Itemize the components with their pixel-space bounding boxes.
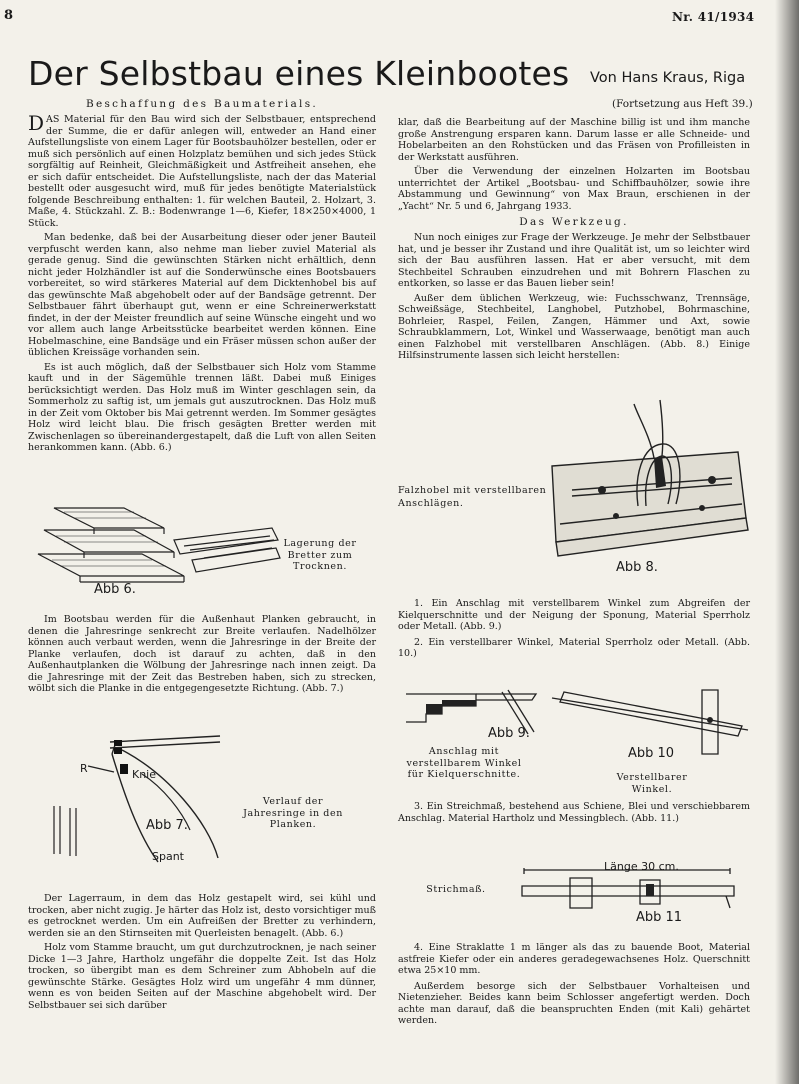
- figure-10-label: Abb 10: [628, 746, 675, 761]
- figure-11-label: Abb 11: [636, 910, 683, 925]
- figure-11-caption: Strichmaß.: [426, 884, 486, 895]
- article-title: Der Selbstbau eines Kleinbootes: [28, 54, 570, 93]
- figure-7-r-label: R: [80, 762, 88, 775]
- continuation-note: (Fortsetzung aus Heft 39.): [612, 98, 753, 110]
- tool-item-4: 4. Eine Straklatte 1 m länger als das zu bauende Boot, Material astfreie Kiefer oder ein anderes geradegewachsenes Holz. Querschnitt etwa 25×10 mm.: [398, 942, 750, 976]
- figure-7-caption: Verlauf der Jahresringe in den Planken.: [243, 796, 343, 830]
- figure-9-caption: Anschlag mit verstellbarem Winkel für Kielquerschnitte.: [406, 746, 522, 780]
- figure-6-caption: Lagerung der Bretter zum Trocknen.: [283, 538, 357, 572]
- figure-11-length-label: Länge 30 cm.: [604, 860, 679, 873]
- paragraph: Es ist auch möglich, daß der Selbstbauer sich Holz vom Stamme kauft und in der Sägemühle trennen läßt. Dabei muß Einiges berücksichtigt werden. Das Holz muß im Winter geschlagen sein, da Sommerholz zu saftig ist, um jemals gut auszutrocknen. Das Holz muß in der Zeit vom Oktober bis Mai getrennt werden. Im Sommer gesägtes Holz wird leicht blau. Die frisch gesägten Bretter werden mit Zwischenlagen so übereinandergestapelt, daß die Luft von allen Seiten herankommen kann. (Abb. 6.): [28, 361, 376, 453]
- figure-11-marking-gauge: [520, 866, 740, 918]
- left-column-top: [28, 98, 376, 457]
- paragraph: Der Lagerraum, in dem das Holz gestapelt wird, sei kühl und trocken, aber nicht zugig. Je härter das Holz ist, desto vorsichtiger muß es getrocknet werden. Um ein Aufreißen der Bretter zu verhindern, werden sie an den Stirnseiten mit Querleisten benagelt. (Abb. 6.): [28, 893, 376, 939]
- figure-10-caption: Verstellbarer Winkel.: [616, 772, 688, 795]
- drop-cap: D: [28, 111, 45, 135]
- figure-7-label: Abb 7.: [146, 818, 188, 833]
- paragraph: Über die Verwendung der einzelnen Holzarten im Bootsbau unterrichtet der Artikel „Bootsbau- und Schiffbauhölzer, sowie ihre Abstammung und Gewinnung“ von Max Braun, erschienen in der „Yacht“ Nr. 5 und 6, Jahrgang 1933.: [398, 166, 750, 212]
- figure-9-label: Abb 9.: [488, 726, 530, 741]
- tool-item-1: 1. Ein Anschlag mit verstellbarem Winkel zum Abgreifen der Kielquerschnitte und der Neigung der Sponung, Material Sperrholz oder Metall. (Abb. 9.): [398, 598, 750, 632]
- figure-7-frame-planks: [50, 734, 230, 864]
- paragraph: Man bedenke, daß bei der Ausarbeitung dieser oder jener Bauteil verpfuscht werden kann, also nehme man lieber zuviel Material als gerade genug. Sind die gewünschten Stärken nicht erhältlich, denn nicht jeder Holzhändler ist auf die Sonderwünsche eines Bootsbauers vorbereitet, so wird stärkeres Material auf dem Dicktenhobel bis auf das gewünschte Maß abgehobelt oder auf der Bandsäge getrennt. Der Selbstbauer fährt überhaupt gut, wenn er eine Schreinerwerkstatt findet, in der der Meister freundlich auf seine Wünsche eingeht und wo vor allem auch lange Arbeitsstücke bearbeitet werden können. Eine Hobelmaschine, eine Bandsäge und ein Fräser müssen schon außer der üblichen Kreissäge vorhanden sein.: [28, 232, 376, 358]
- paragraph: Außerdem besorge sich der Selbstbauer Vorhalteisen und Nietenzieher. Beides kann beim Schlosser angefertigt werden. Doch achte man darauf, daß die beanspruchten Enden (mit Kali) gehärtet werden.: [398, 980, 750, 1026]
- paragraph: klar, daß die Bearbeitung auf der Maschine billig ist und ihm manche große Anstrengung ersparen kann. Darum lasse er alle Schneide- und Hobelarbeiten an den Rohstücken und das Fräsen von Profilleisten in der Werkstatt ausführen.: [398, 117, 750, 163]
- figure-6-stacked-boards: [34, 500, 284, 592]
- left-column-bottom: [28, 893, 376, 1014]
- tool-item-3: 3. Ein Streichmaß, bestehend aus Schiene, Blei und verschiebbarem Anschlag. Material Hartholz und Messingblech. (Abb. 11.): [398, 801, 750, 824]
- figure-7-knie-label: Knie: [132, 768, 157, 781]
- figure-7-spant-label: Spant: [152, 850, 184, 863]
- paragraph: Holz vom Stamme braucht, um gut durchzutrocknen, je nach seiner Dicke 1—3 Jahre, Hartholz ungefähr die doppelte Zeit. Ist das Holz trocken, so übergibt man es dem Schreiner zum Abhobeln auf die gewünschte Stärke. Gesägtes Holz wird um ungefähr 4 mm dünner, wenn es von beiden Seiten auf der Maschine abgehobelt wird. Der Selbstbauer sei sich darüber: [28, 942, 376, 1011]
- figure-8-caption: Falzhobel mit verstellbaren Anschlägen.: [398, 485, 547, 509]
- section-heading-tools: Das Werkzeug.: [519, 216, 629, 228]
- page-edge-shadow: [775, 0, 799, 1084]
- figure-6-label: Abb 6.: [94, 582, 136, 597]
- section-heading-material: Beschaffung des Baumaterials.: [85, 98, 319, 110]
- tool-item-2: 2. Ein verstellbarer Winkel, Material Sperrholz oder Metall. (Abb. 10.): [398, 636, 750, 659]
- figure-8-rebate-plane: [542, 396, 752, 566]
- paragraph: Außer dem üblichen Werkzeug, wie: Fuchsschwanz, Trennsäge, Schweißsäge, Stechbeitel, Langhobel, Putzhobel, Bohrmaschine, Bohrleier, Raspel, Feilen, Zangen, Hämmer und Axt, sowie Schraubklammern, Lot, Winkel und Wasserwaage, benötigt man auch einen Falzhobel mit verstellbaren Anschlägen. (Abb. 8.) Einige Hilfsinstrumente lassen sich leicht herstellen:: [398, 292, 750, 361]
- right-column-top: [398, 117, 750, 365]
- right-column-items-a: [398, 598, 750, 660]
- paragraph: Im Bootsbau werden für die Außenhaut Planken gebraucht, in denen die Jahresringe senkrecht zur Breite verlaufen. Nadelhölzer können auch verbaut werden, wenn die Jahresringe in der Breite der Planke verlaufen, doch ist darauf zu achten, daß in den Außenhautplanken die Wölbung der Jahresringe nach innen zeigt. Da die Jahresringe mit der Zeit das Bestreben haben, sich zu strecken, wölbt sich die Planke in die entgegengesetzte Richtung. (Abb. 7.): [28, 614, 376, 694]
- right-column-bottom: [398, 942, 750, 1030]
- article-author: Von Hans Kraus, Riga: [590, 70, 746, 86]
- left-column-middle: [28, 614, 376, 698]
- paragraph: Nun noch einiges zur Frage der Werkzeuge. Je mehr der Selbstbauer hat, und je besser ihr Zustand und ihre Qualität ist, um so leichter wird sich der Bau ausführen lassen. Hat er aber versucht, mit dem Stechbeitel Schrauben einzudrehen und mit Bohrern Flaschen zu entkorken, so lasse er das Bauen lieber sein!: [398, 232, 750, 289]
- figure-8-label: Abb 8.: [616, 560, 658, 575]
- page-number: 8: [4, 8, 14, 23]
- right-column-items-b: [398, 801, 750, 824]
- issue-number: Nr. 41/1934: [672, 10, 755, 24]
- paragraph: DAS Material für den Bau wird sich der Selbstbauer, entsprechend der Summe, die er dafür anlegen will, entweder an Hand einer Aufstellungsliste von einem Lager für Bootsbauhölzer bestellen, oder er muß sich persönlich auf einen Holzplatz bemühen und sich jedes Stück sorgfältig auf Reinheit, Gleichmäßigkeit und Astfreiheit ansehen, ehe er sich dafür entscheidet. Die Aufstellungsliste, nach der das Material bestellt oder ausgesucht wird, muß für jedes benötigte Materialstück folgende Beschreibung enthalten: 1. für welchen Bauteil, 2. Holzart, 3. Maße, 4. Stückzahl. Z. B.: Bodenwrange 1—6, Kiefer, 18×250×4000, 1 Stück.: [28, 111, 376, 229]
